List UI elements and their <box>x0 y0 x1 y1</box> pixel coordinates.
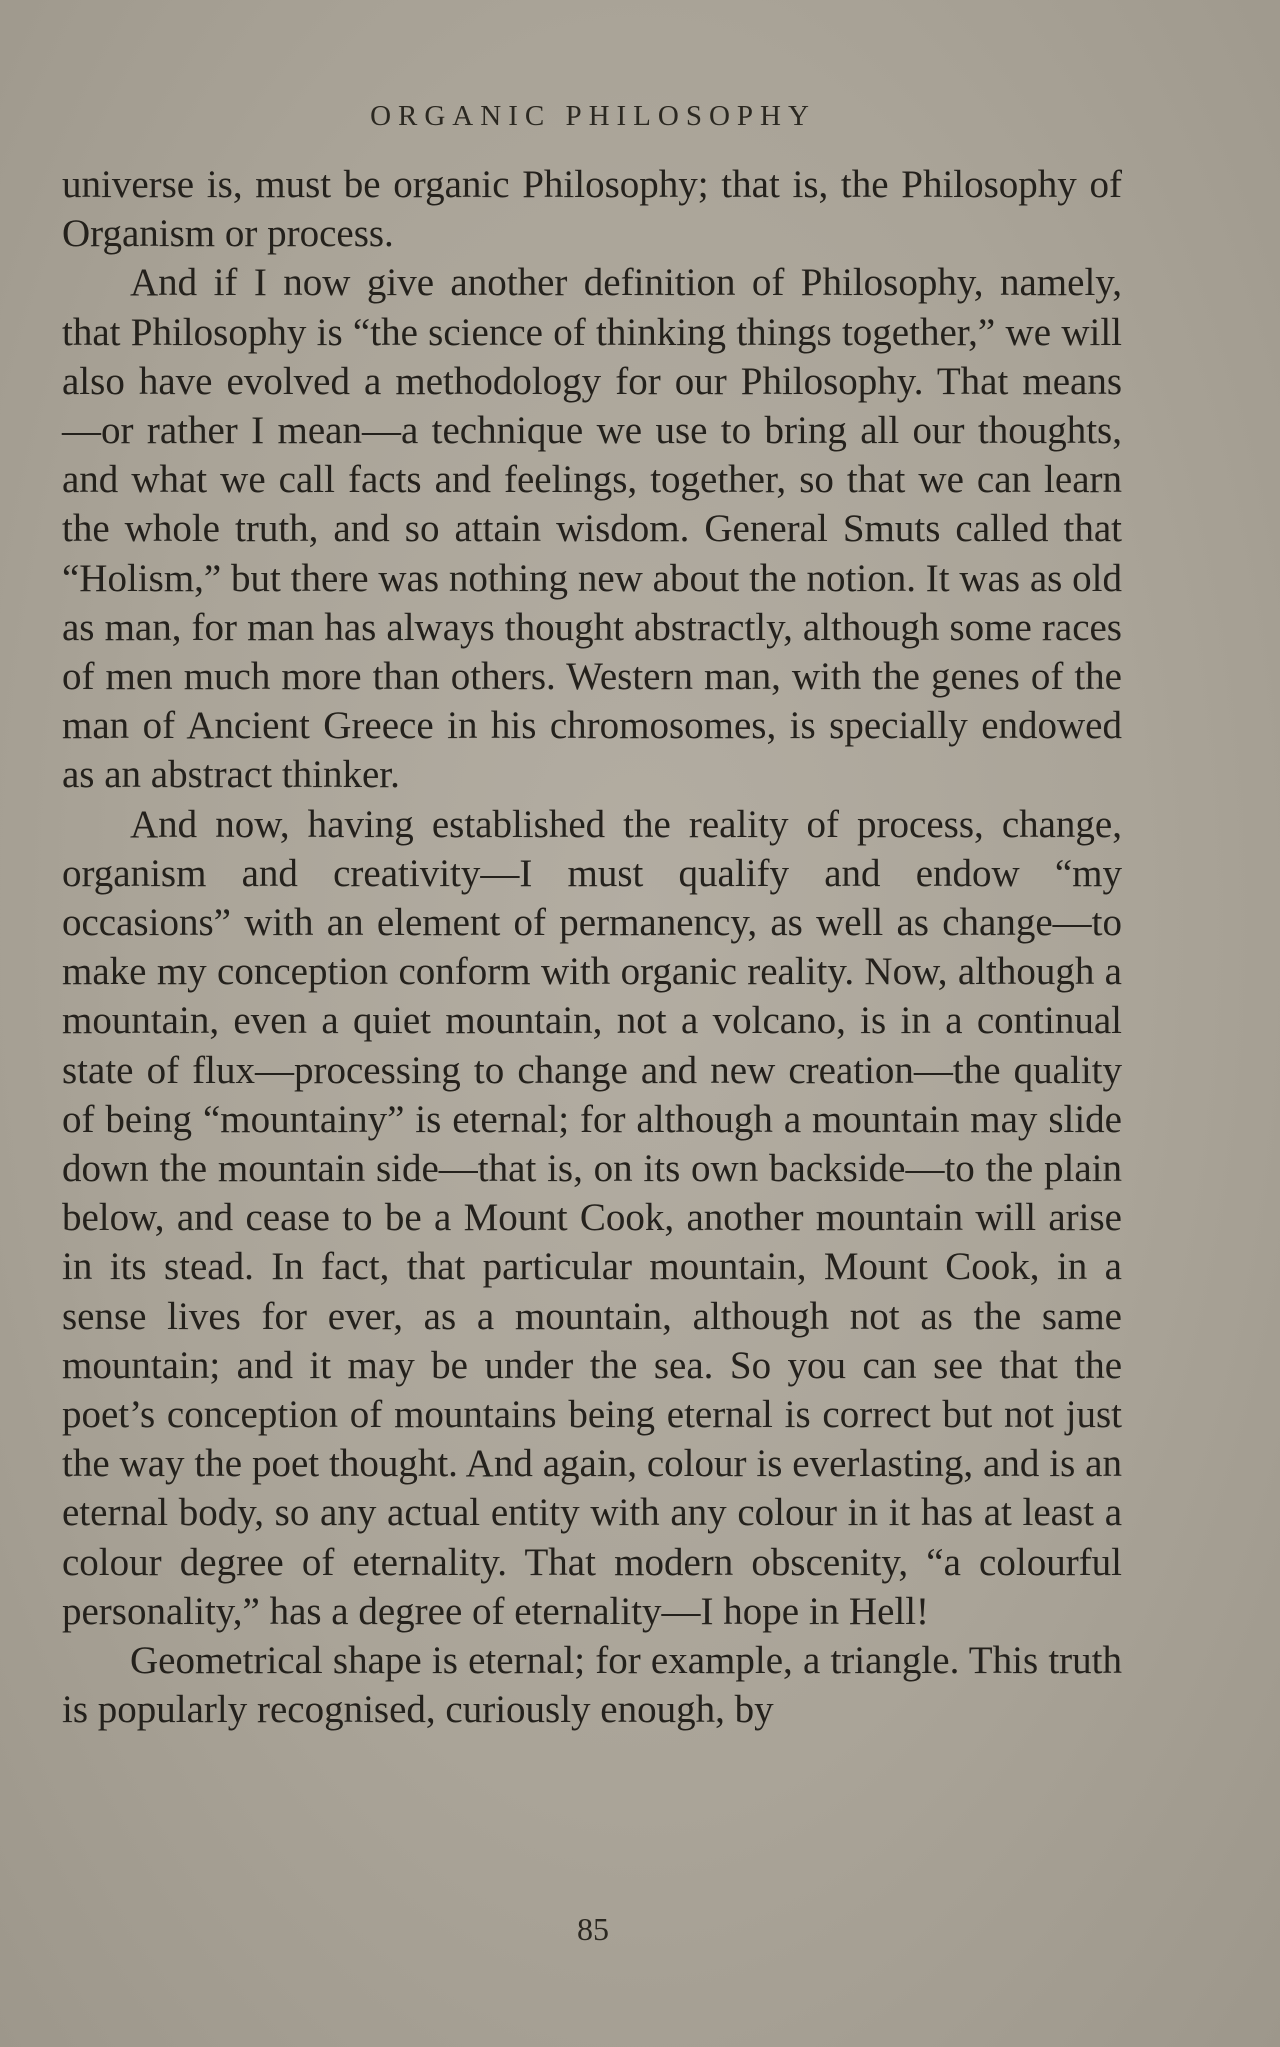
running-head: ORGANIC PHILOSOPHY <box>370 100 816 132</box>
paragraph-geometrical-shape: Geometrical shape is eternal; for example, a triangle. This truth is popularly recognised, curiously enough, by <box>62 1639 1122 1732</box>
paragraph-definition: And if I now give another definition of Philosophy, namely, that Philosophy is “the science of thinking things together,” we will also have evolved a methodology for our Philosophy. That means—or rather I mean—a technique we use to bring all our thoughts, and what we call facts and feelings, together, so that we can learn the whole truth, and so attain wisdom. General Smuts called that “Holism,” but there was nothing new about the notion. It was as old as man, for man has always thought abstractly, although some races of men much more than others. Western man, with the genes of the man of Ancient Greece in his chromosomes, is specially endowed as an abstract thinker. <box>62 261 1122 797</box>
body-text <box>62 160 1122 1735</box>
page-number: 85 <box>577 1911 609 1947</box>
paragraph-continuation: universe is, must be organic Philosophy; that is, the Philosophy of Organism or process. <box>62 163 1122 256</box>
paragraph-permanency: And now, having established the reality of process, change, organism and creativity—I must qualify and endow “my occasions” with an element of permanency, as well as change—to make my conception conform with organic reality. Now, although a mountain, even a quiet mountain, not a volcano, is in a continual state of flux—processing to change and new creation—the quality of being “mountainy” is eternal; for although a mountain may slide down the mountain side—that is, on its own backside—to the plain below, and cease to be a Mount Cook, another mountain will arise in its stead. In fact, that particular mountain, Mount Cook, in a sense lives for ever, as a mountain, although not as the same mountain; and it may be under the sea. So you can see that the poet’s conception of mountains being eternal is correct but not just the way the poet thought. And again, colour is everlasting, and is an eternal body, so any actual entity with any colour in it has at least a colour degree of eternality. That modern obscenity, “a colourful personality,” has a degree of eternality—I hope in Hell! <box>62 802 1122 1633</box>
